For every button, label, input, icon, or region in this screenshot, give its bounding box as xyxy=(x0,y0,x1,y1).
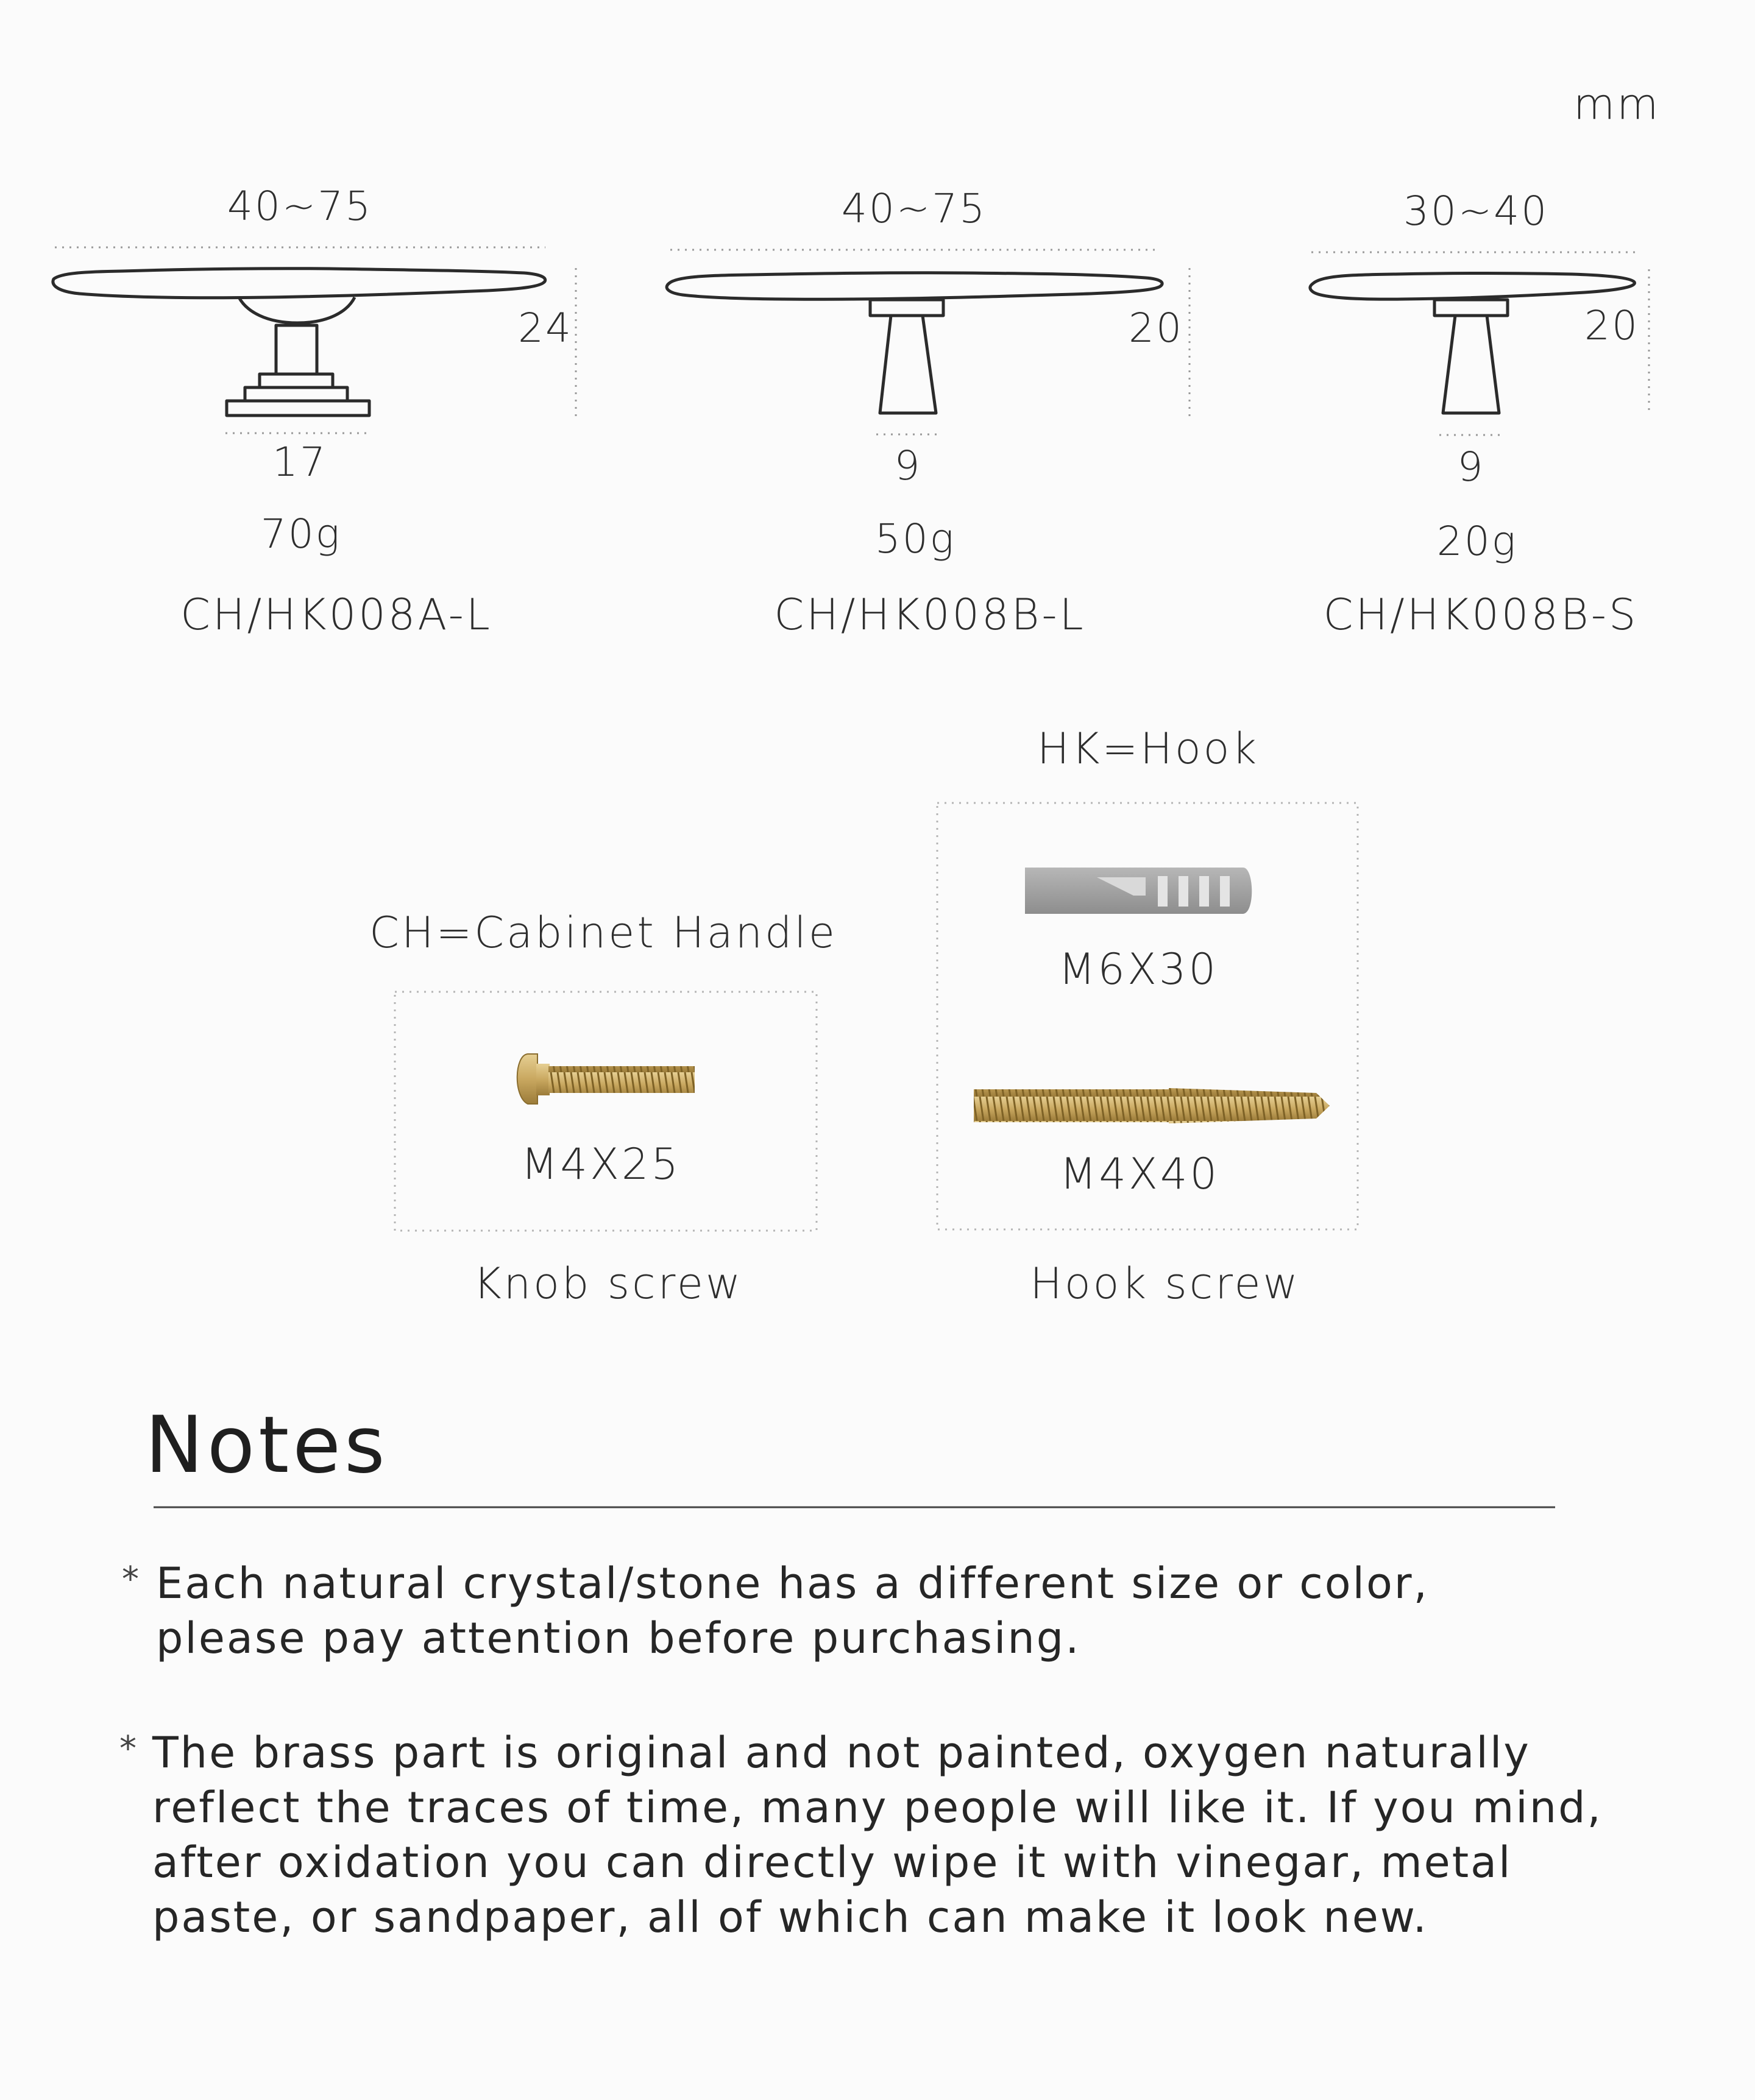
wall-anchor-size: M6X30 xyxy=(1058,944,1218,994)
weight-hk008a-l: 70g xyxy=(260,511,342,557)
width-dimension-hk008b-s: 30~40 xyxy=(1403,188,1549,235)
note-bullet: * xyxy=(119,1729,136,1769)
unit-label: mm xyxy=(1573,79,1661,129)
model-hk008a-l: CH/HK008A-L xyxy=(180,590,492,640)
height-dimension-hk008a-l: 24 xyxy=(518,305,573,352)
hook-screw-size: M4X40 xyxy=(1060,1149,1219,1199)
knob-screw-label: Knob screw xyxy=(473,1259,743,1309)
knob-screw-frame xyxy=(395,992,817,1231)
model-hk008b-s: CH/HK008B-S xyxy=(1323,590,1639,640)
width-dimension-hk008b-l: 40~75 xyxy=(841,185,987,232)
note-text: The brass part is original and not painted, oxygen naturally reflect the traces of time, many people will like it. If you mind, after oxidation you can directly wipe it with vinegar, metal paste, or sandpaper, all of which can make it look new. xyxy=(152,1728,1603,1942)
hook-abbreviation-title: HK=Hook xyxy=(1037,724,1260,774)
note-bullet: * xyxy=(122,1560,139,1599)
wall-anchor-image xyxy=(1025,868,1252,914)
hook-screw-image xyxy=(974,1088,1330,1123)
width-dimension-hk008a-l: 40~75 xyxy=(227,183,373,230)
notes-title: Notes xyxy=(145,1400,389,1491)
note-text: Each natural crystal/stone has a different size or color, please pay attention before purchasing. xyxy=(156,1558,1429,1663)
product-drawing-hk008a-l xyxy=(53,247,576,433)
knob-screw-image xyxy=(517,1054,695,1104)
cabinet-handle-abbreviation-title: CH=Cabinet Handle xyxy=(369,908,837,958)
knob-screw-size: M4X25 xyxy=(521,1139,681,1189)
weight-hk008b-l: 50g xyxy=(874,515,956,562)
model-hk008b-l: CH/HK008B-L xyxy=(774,590,1086,640)
height-dimension-hk008b-l: 20 xyxy=(1129,305,1183,352)
product-drawing-hk008b-l xyxy=(667,250,1190,434)
weight-hk008b-s: 20g xyxy=(1436,518,1518,565)
hook-screw-label: Hook screw xyxy=(1030,1259,1300,1309)
base-dimension-hk008b-l: 9 xyxy=(894,442,922,489)
height-dimension-hk008b-s: 20 xyxy=(1584,302,1639,349)
base-dimension-hk008a-l: 17 xyxy=(272,439,327,486)
base-dimension-hk008b-s: 9 xyxy=(1457,444,1485,490)
